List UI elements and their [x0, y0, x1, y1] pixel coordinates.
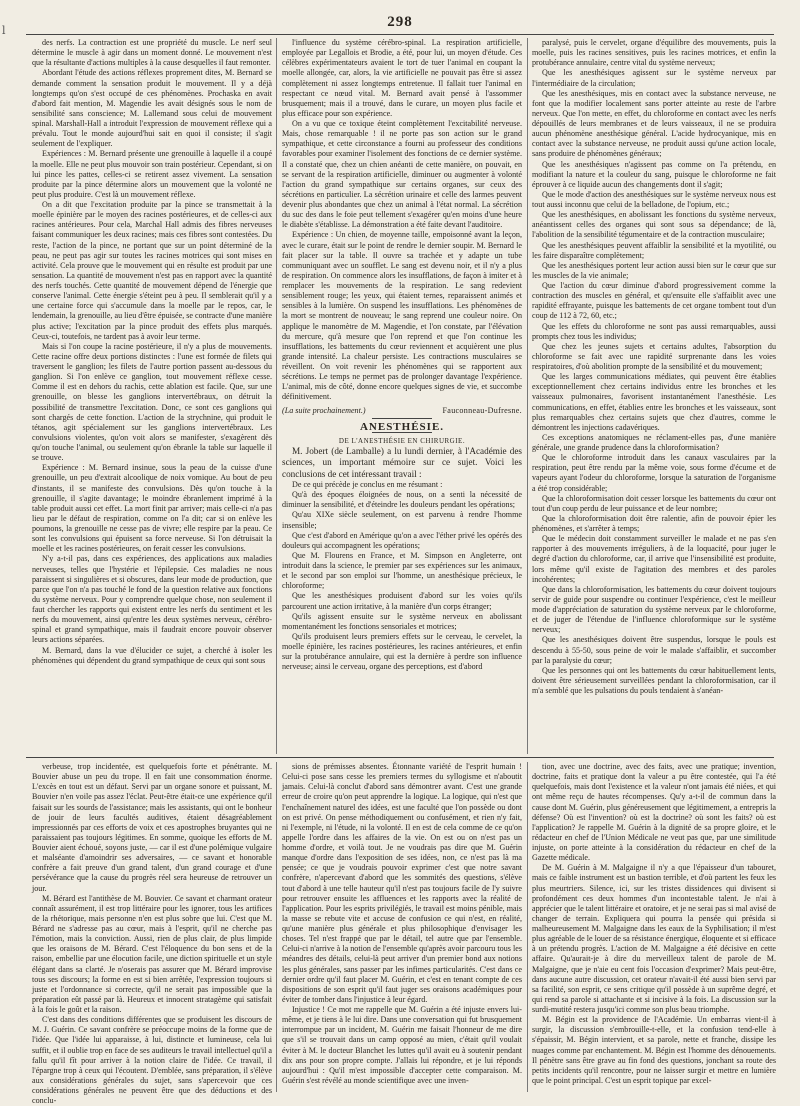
paragraph: Qu'ils produisent leurs premiers effets sur le cerveau, le cervelet, la moelle épinière, les racines postérieures, les racines antérieures, et enfin sur la protubérance annulaire, qui est la dernière à perdre son influence nerveuse; ainsi le cerveau, organe des perceptions, est d'abord — [282, 631, 522, 672]
paragraph: Que la chloroformisation doit être ralentie, afin de pouvoir épier les phénomènes, et s'arrêter à temps; — [532, 513, 776, 533]
paragraph: Que les anesthésiques, en abolissant les fonctions du système nerveux, anéantissent celles des organes qui sont sous sa dépendance; de là, l'abolition de la sensibilité tégumentaire et de la contraction musculaire; — [532, 210, 776, 240]
feuilleton-column-2 — [282, 762, 522, 1092]
paragraph: M. Bernard, dans la vue d'élucider ce sujet, a cherché à isoler les phénomènes qui dépendent du grand sympathique de ceux qui sont sous — [32, 645, 272, 665]
paragraph: N'y a-t-il pas, dans ces expériences, des applications aux maladies nerveuses, telles que l'hystérie et l'épilepsie. Ces maladies ne nous paraissent si singulières et si obscures, dans leur mode de production, que parce que l'on n'a pas touché le fond de la question relative aux fonctions du système nerveux. Pour y comprendre quelque chose, non seulement il faut chercher les rapports qui existent entre les nerfs du sentiment et les nerfs du mouvement, ainsi qu'entre les deux systèmes nerveux, cérébro-spinal et grand sympathique, mais il faudrait encore pouvoir observer leurs actions séparées. — [32, 554, 272, 645]
paragraph: Que c'est d'abord en Amérique qu'on a avec l'éther privé les opérés des douleurs qui accompagnent les opérations; — [282, 530, 522, 550]
paragraph: De M. Guérin à M. Malgaigne il n'y a que l'épaisseur d'un tabouret, mais ce faible instrument est un bastion terrible, et d'où partent les feux les plus meurtriers. Silence, ici, sur les tristes dissidences qui divisent si profondément ces deux hommes d'un incontestable talent. Je n'ai à apprécier que le talent littéraire et oratoire, et je ne serai pas si mal avisé de changer de terrain. Expliquera qui pourra la pensée qui présida si malheureusement M. Malgaigne dans les eaux de la Syphilisation; il m'est plus agréable de le louer de sa résistance énergique, éloquente et si efficace à un prétendu progrès. L'action de M. Malgaigne a été décisive en cette affaire. Qu'aurait-je à dire du merveilleux talent de parole de M. Malgaigne, que je n'aie eu cent fois l'occasion d'exprimer? Mais peut-être, dans aucune autre discussion, cet orateur n'avait-il été aussi bien servi par sa facilité, son esprit, ce sens critique qu'il possède à un suprême degré, et qui rend sa parole si attachante et si incisive à la fois. La discussion sur la surdi-mutité restera jusqu'ici comme son plus beau triomphe. — [532, 863, 776, 1014]
column-2 — [282, 38, 522, 754]
paragraph: On a dit que l'excitation produite par la pince se transmettait à la moelle épinière par le moyen des racines postérieures, et de celles-ci aux racines antérieures. Pour cela, Marchal Hall admis des fibres nerveuses faisant communiquer les deux racines; mais ces fibres sont contestées. Du reste, l'action de la pince, ne portant que sur un point déterminé de la peau, ne peut pas agir sur toutes les racines motrices qui sont mises en activité. Cela prouve que le mouvement qui en résulte est produit par une sensation. La quantité de mouvement n'est pas en rapport avec la quantité des nerfs touchés. Cette quantité de mouvement dépend de l'énergie que conserve l'animal. Cette énergie s'éteint peu à peu. Il semblerait qu'il y a une certaine force qui s'accumule dans la moelle par le repos, car, le lendemain, la grenouille, au lieu d'être épuisée, se contracte d'une manière plus active; l'excitation par la pince produit des effets plus marqués. Ceux-ci, toutefois, ne tardent pas à avoir leur terme. — [32, 200, 273, 341]
paragraph: Que M. Flourens en France, et M. Simpson en Angleterre, ont introduit dans la science, le premier par ses expériences sur les animaux, et le second par son emploi sur l'homme, un anesthésique précieux, le chloroforme; — [282, 550, 522, 591]
paragraph: Abordant l'étude des actions réflexes proprement dites, M. Bernard se demande comment la sensation produit le mouvement. Il y a déjà longtemps qu'on s'est occupé de ces phénomènes. Prochaska en avait d'abord fait mention, M. Magendie les avait désignés sous le nom de sensibilité sans conscience; M. Lallemand sous celui de mouvement spinal. Marshall-Hall a introduit l'expression de mouvement réflexe qui a prévalu. Tout le monde aujourd'hui sait en quoi il consiste; il s'agit seulement de l'expliquer. — [32, 68, 272, 149]
paragraph: Que le chloroforme introduit dans les canaux vasculaires par la respiration, peut être rendu par la même voie, sous forme d'écume et de vapeurs ayant l'odeur du chloroforme, lorsque la saturation de l'organisme a été trop considérable; — [532, 453, 776, 493]
paragraph: Injustice ! Ce mot me rappelle que M. Guérin a été injuste envers lui-même, et je tiens à le lui dire. Dans une conversation qui fut brusquement interrompue par un incident, M. Guérin me faisait l'honneur de me dire que s'il se trouvait dans un camp opposé au mien, c'était qu'il voulait éviter à M. le docteur Blanchet les luttes qu'il avait eu à soutenir pendant dix ans pour son propre compte. J'allais lui répondre, et je lui réponds aujourd'hui : Qu'il m'est impossible d'accepter cette comparaison. M. Guérin s'est révélé au monde scientifique avec une inven- — [282, 1005, 522, 1085]
paragraph: Que les anesthésiques agissent sur le système nerveux par l'intermédiaire de la circulation; — [532, 68, 776, 88]
edge-mark: l — [2, 24, 6, 37]
paragraph: Que les anesthésiques produisent d'abord sur les voies qu'ils parcourent une action irritative, à la manière d'un corps étranger; — [282, 591, 522, 611]
paragraph: Que les effets du chloroforme ne sont pas aussi remarquables, aussi prompts chez tous les individus; — [532, 321, 776, 341]
paragraph: Que l'action du cœur diminue d'abord progressivement comme la contraction des muscles en général, et qu'ensuite elle s'affaiblit avec une rapidité effrayante, puisque les battements de cet organe tombent tout d'un coup de 112 à 72, 60, etc.; — [532, 281, 776, 321]
feuilleton-column-3 — [532, 762, 776, 1092]
author-signature: Fauconneau-Dufresne. — [442, 405, 522, 415]
paragraph: M. Bérard est l'antithèse de M. Bouvier. Ce savant et charmant orateur connaît assurément, il est trop littéraire pour les ignorer, tous les artifices de la rhétorique, mais personne n'en est plus sobre que lui. C'est que M. Bérard ne s'adresse pas au cœur, mais à l'esprit, qu'il ne cherche pas l'émotion, mais la conviction. Aussi, rien de plus clair, de plus limpide que les oraisons de M. Bérard. C'est l'éloquence du bon sens et de la raison, embellie par une élocution facile, une diction spirituelle et un style élégant dans sa clarté. Je n'oserais pas assurer que M. Bérard improvise tous ses discours; la forme en est si bien arrêtée, l'expression toujours si juste et l'ordonnance si correcte, qu'il ne serait pas impossible que la préparation eût passé par là. Heureux et innocent stratagème qui satisfait à la fois le goût et la raison. — [32, 893, 272, 1014]
section-divider — [372, 418, 432, 419]
paragraph: Que les anesthésiques n'agissent pas comme on l'a prétendu, en modifiant la nature et la couleur du sang, puisque le chloroforme ne fait éprouver à ce liquide aucun des changements dont il s'agit; — [532, 159, 776, 189]
column-3 — [532, 38, 776, 754]
feuilleton-column-1 — [32, 762, 272, 1106]
paragraph: M. Bégin est la providence de l'Académie. Un embarras vient-il à surgir, la discussion s'embrouille-t-elle, et la confusion tend-elle à s'épaissir, M. Bégin intervient, et sa parole, nette et franche, dissipe les nuages comme par enchantement. M. Bégin est l'homme des dénouements. Il pénètre sans être grave au fin fond des questions, jonchant sa route des petits incidents qu'il rencontre, pour ne laisser surgir et mettre en lumière que le point principal. C'est un esprit topique par excel- — [532, 1015, 776, 1085]
paragraph: Expérience : Un chien, de moyenne taille, empoisonné avant la leçon, avec le curare, était sur le point de rendre le dernier soupir. M. Bernard le fait placer sur la table. Il ouvre sa trachée et y adapte un tube communiquant avec un soufflet. Le sang est devenu noir, et il n'y a plus de respiration. On commence alors les insufflations, de façon à imiter et à remplacer les mouvements de la respiration. Le sang redevient sensiblement rouge; les yeux, qui étaient ternes, reparaissent animés et sensibles à la lumière. On suspend les insufflations. Les phénomènes de la mort se montrent de nouveau; le sang reprend une couleur noire. On applique le manomètre de M. Magendie, et l'on constate, par l'élévation du mercure, qu'à mesure que l'on reprend et que l'on continue les insufflations, les battements du cœur reviennent et acquièrent une plus grande intensité. La chaleur persiste. Les contractions musculaires se réveillent. On voit revenir les phénomènes qui se rapportent aux sécrétions. Le temps ne permet pas de prolonger davantage l'expérience. L'animal, mis de côté, donne encore quelques signes de vie, et succombe définitivement. — [282, 230, 522, 402]
paragraph: Que les anesthésiques, mis en contact avec la substance nerveuse, ne font que la modifier localement sans porter atteinte au reste de l'arbre nerveux. Que l'on mette, en effet, du chloroforme en contact avec les nerfs dépouillés de leurs membranes et de leurs vaisseaux, il ne se produira aucun phénomène anesthésique général. L'acide hydrocyanique, mis en contact avec la substance nerveuse, ne produit aussi qu'une action locale, sans produire de phénomènes généraux; — [532, 88, 776, 159]
paragraph: Que le mode d'action des anesthésiques sur le système nerveux nous est tout aussi inconnu que celui de la belladone, de l'opium, etc.; — [532, 189, 776, 209]
paragraph: Que les personnes qui ont les battements du cœur habituellement lents, doivent être sérieusement surveillées pendant la chloroformisation, car il m'a semblé que les pulsations du pouls tendaient à s'anéan- — [532, 665, 776, 695]
paragraph: Que les anesthésiques doivent être suspendus, lorsque le pouls est descendu à 55-50, sous peine de voir le malade s'affaiblir, et succomber par la paralysie du cœur; — [532, 635, 776, 665]
column-2-paragraphs — [282, 38, 522, 403]
paragraph: Expériences : M. Bernard présente une grenouille à laquelle il a coupé la moelle. Elle ne peut plus mouvoir son train postérieur. Cependant, si on lui pince les pattes, celles-ci se retirent assez vivement. La sensation produite par la pince détermine alors un mouvement que la volonté ne peut plus produire. C'est là un mouvement réflexe. — [32, 149, 272, 199]
paragraph: Qu'au XIXe siècle seulement, on est parvenu à rendre l'homme insensible; — [282, 510, 522, 530]
column-divider — [527, 762, 528, 1092]
paragraph: Que les larges communications médiates, qui peuvent être établies exceptionnellement chez certains individus entre les bronches et les vaisseaux pulmonaires, favorisent instantanément l'anesthésie. Les communications, en effet, établies entre les bronches et les vaisseaux, sont plus remarquables chez certains sujets que chez d'autres, comme le démontrent les injections cadavériques. — [532, 372, 776, 432]
header-rule — [26, 34, 774, 35]
paragraph: M. Jobert (de Lamballe) a lu lundi dernier, à l'Académie des sciences, un important mémoire sur ce sujet. Voici les conclusions de cet intéressant travail : — [282, 445, 522, 479]
column-divider — [276, 38, 277, 754]
paragraph: Que la chloroformisation doit cesser lorsque les battements du cœur ont tout d'un coup perdu de leur puissance et de leur nombre; — [532, 493, 776, 513]
section-title: ANESTHÉSIE. — [359, 420, 445, 433]
paragraph: Ces exceptions anatomiques ne réclament-elles pas, d'une manière générale, une grande prudence dans la chloroformisation? — [532, 432, 776, 452]
paragraph: Qu'ils agissent ensuite sur le système nerveux en abolissant momentanément les fonctions sensoriales et motrices; — [282, 611, 522, 631]
paragraph: verbeuse, trop incidentée, est quelquefois forte et pénétrante. M. Bouvier abuse un peu du trope. Il en fait une consommation énorme. L'excès en tout est un défaut. Servi par un organe sonore et puissant, M. Bouvier n'en voile pas assez l'éclat. Peut-être était-ce une expérience qu'il faisait sur les sourds de l'assistance; mais les assistants, qui ont le bonheur de jouir de leurs facultés auditives, étaient désagréablement impressionnés par ces efforts de voix et ces apostrophes bruyantes qui ne paraissaient pas toujours légitimes. En somme, quoique les efforts de M. Bouvier aient échoué, soyons juste, — car il est d'une polémique vulgaire et malséante d'amoindrir ses adversaires, — ce savant et honorable confrère a fait preuve d'un grand talent, d'un grand courage et d'une persévérance que la cause du progrès réel sera heureuse de retrouver un jour. — [32, 762, 272, 893]
paragraph: paralysé, puis le cervelet, organe d'équilibre des mouvements, puis la moelle, puis les racines sensitives, puis les racines motrices, et enfin la protubérance annulaire, centre vital du système nerveux; — [532, 38, 776, 68]
paragraph: Que les anesthésiques peuvent affaiblir la sensibilité et la myotilité, ou les faire disparaître complètement; — [532, 240, 776, 260]
feuilleton-rule — [26, 757, 774, 758]
paragraph: sions de prémisses absentes. Étonnante variété de l'esprit humain ! Celui-ci pose sans cesse les premiers termes du syllogisme et n'aboutit jamais. Celui-là conclut d'abord sans démontrer avant. C'est une grande erreur de croire qu'on peut apprendre la logique. La logique, qui n'est que l'enchaînement naturel des idées, est une faculté que l'on possède ou dont on est privé. On pense méthodiquement ou confusément, et rien n'y fait, ni l'exemple, ni l'étude, ni la volonté. Il en est de cela comme de ce qu'on appelle l'ordre dans les affaires de la vie. On est ou on n'est pas un homme d'ordre, et voilà tout. Je ne voudrais pas dire que M. Guérin manque d'ordre dans l'exposition de ses idées, non, ce n'est pas là ma pensée; ce que je voudrais pouvoir exprimer c'est que notre savant confrère, n'apercevant d'abord que les sommités des questions, s'élève tout d'abord à une telle hauteur qu'il n'est pas toujours facile de l'y suivre pour retrouver ensuite les affluences et les rapports avec la réalité de l'application. Pour les esprits privilégiés, le travail est moins pénible, mais la masse se rebute vite et accuse de confusion ce qui n'est, en réalité, qu'une manière plus générale et plus philosophique d'envisager les choses. Tel n'est frappé que par le détail, tel autre que par l'ensemble. Celui-ci n'arrive à la notion de l'ensemble qu'après avoir parcouru tous les méandres des détails, celui-là peut arriver d'un premier bond aux notions les plus générales, sans passer par les infimes particularités. C'est dans ce dernier ordre qu'il faut placer M. Guérin, et c'est en tenant compte de ces dispositions de son esprit qu'il faut juger ses oraisons académiques pour éviter de tomber dans l'injustice à leur égard. — [282, 762, 522, 1004]
paragraph: C'est dans des conditions différentes que se produisent les discours de M. J. Guérin. Ce savant confrère se préoccupe moins de la forme que de l'idée. Que l'idée lui apparaisse, à lui, distincte et lumineuse, cela lui suffit, et il oublie trop en face de ses auditeurs le travail intellectuel qu'il a fallu qu'il fît pour arriver à la notion claire de l'idée. Ce travail, il l'épargne trop à ceux qui l'écoutent. D'emblée, sans préparation, il s'élève aux considérations générales du sujet, sans s'apercevoir que ces considérations générales ne peuvent être que des déductions et des conclu- — [32, 1015, 272, 1106]
column-2-anesthesia-paragraphs — [282, 446, 522, 673]
paragraph: Mais si l'on coupe la racine postérieure, il n'y a plus de mouvements. Cette racine offre deux portions distinctes : l'une est formée de filets qui traversent le ganglion; les filets de l'autre portion passent au-dessous du ganglion. Si l'on enlève ce ganglion, tout mouvement réflexe cesse. Comme il est en dehors du rachis, cette ablation est facile. Que, sur une grenouille, on blesse les ganglions intervertébraux, on détruit la possibilité de transmettre l'excitation. Donc, ce sont ces ganglions qui sont chargés de cette fonction. L'action de la strychnine, qui produit le tétanos, agit spécialement sur les ganglions intervertébraux. Les convulsions violentes, qu'on voit alors se manifester, s'exagèrent dès qu'on touche l'animal, ou seulement qu'on ébranle la table sur laquelle il se trouve. — [32, 341, 272, 463]
column-divider — [527, 38, 528, 754]
column-divider — [276, 762, 277, 1092]
paragraph: Que dans la chloroformisation, les battements du cœur doivent toujours servir de guide pour suspendre ou continuer l'expérience, c'est le meilleur mode d'appréciation de saturation du système nerveux par le chloroforme, et de juger de l'étendue de l'influence chloroformique sur le système nerveux; — [532, 584, 776, 635]
paragraph: Que les anesthésiques portent leur action aussi bien sur le cœur que sur les muscles de la vie animale; — [532, 260, 776, 280]
paragraph: De ce qui précède je conclus en me résumant : — [292, 480, 443, 490]
paragraph: Qu'à des époques éloignées de nous, on a senti la nécessité de diminuer la sensibilité, et d'éteindre les douleurs pendant les opérations; — [282, 490, 522, 510]
paragraph: Que chez les jeunes sujets et certains adultes, l'absorption du chloroforme se fait avec une rapidité surprenante dans les voies respiratoires, d'où abolition prompte de la sensibilité et du mouvement; — [532, 341, 776, 371]
section-subtitle: DE L'ANESTHÉSIE EN CHIRURGIE. — [338, 436, 466, 445]
article-signature — [282, 406, 522, 416]
paragraph: l'influence du système cérébro-spinal. La respiration artificielle, employée par Legallois et Brodie, a été, pour lui, un moyen d'étude. Ces célèbres expérimentateurs avaient le tort de tuer l'animal en coupant la moelle allongée, car, alors, la vie artificielle ne pouvait pas être si assez complètement ni assez longtemps entretenue. Il fallait tuer l'animal en respectant ce nœud vital. M. Bernard avait pensé à l'assommer brusquement; mais il a trouvé, dans le curare, un moyen plus facile et plus efficace pour son expérience. — [282, 38, 522, 118]
column-1 — [32, 38, 272, 754]
paragraph: des nerfs. La contraction est une propriété du muscle. Le nerf seul détermine le muscle à agir dans un moment donné. Le mouvement n'est que la résultante d'actions multiples à la cause desquelles il faut remonter. — [32, 38, 272, 68]
paragraph: Que le médecin doit constamment surveiller le malade et ne pas s'en rapporter à des mouvements irréguliers, à de la loquacité, pour juger le degré d'action du chloroforme, car, il arrive que l'insensibilité est produite, lors même qu'il existe de l'agitation des membres et des paroles incohérentes; — [532, 534, 776, 584]
continuation-note: (La suite prochainement.) — [282, 405, 366, 415]
paragraph: On a vu que ce toxique éteint complètement l'excitabilité nerveuse. Mais, chose remarquable ! il ne porte pas son action sur le grand sympathique, et cette circonstance a fourni au professeur des conditions favorables pour examiner l'isolement des fonctions de ce dernier système. Il a constaté que, chez un chien anéanti de cette manière, on pouvait, en se servant de la respiration artificielle, diminuer ou augmenter à volonté l'action du grand sympathique sur certains organes, sur ceux des sécrétions en particulier. La sécrétion urinaire et celle des larmes peuvent devenir plus abondantes que chez un animal à l'état normal. La sécrétion du suc des dans le foie peut tellement s'exagérer qu'en moins d'une heure le diabète s'établisse. La démonstration a été faite devant l'auditoire. — [282, 119, 522, 230]
page-number: 298 — [387, 14, 413, 30]
paragraph: Expérience : M. Bernard insinue, sous la peau de la cuisse d'une grenouille, un peu d'extrait alcoolique de noix vomique. Au bout de peu d'instants, il se manifeste des convulsions. Dès qu'on touche à la grenouille, il s'agite davantage; le moindre ébranlement imprimé à la table produit aussi cet effet. La mort finit par arriver; mais celle-ci n'a pas lieu par le défaut de respiration, comme on l'a dit; car si on enlève les poumons, la grenouille ne cesse pas de vivre; elle respire par la peau. Ce sont les convulsions qui épuisent sa force nerveuse. Si l'on détruisait la moelle et les racines postérieures, on ferait cesser les convulsions. — [32, 463, 272, 554]
paragraph: tion, avec une doctrine, avec des faits, avec une pratique; invention, doctrine, faits et pratique dont la valeur a pu être contestée, qui l'a été quelquefois, mais dont l'existence et la valeur n'ont jamais été niées, et qui ont même reçu de hautes récompenses. Qu'y a-t-il de commun dans la cause dont M. Guérin, plus généreusement que légitimement, a entrepris la défense? Où est l'invention? où est la doctrine? où sont les faits? où est l'application? Je rappelle M. Guérin à la dignité de sa propre gloire, et le rédacteur en chef de l'Union Médicale ne veut pas que, par une similitude injuste, on porte atteinte à la considération du rédacteur en chef de la Gazette médicale. — [532, 762, 776, 863]
